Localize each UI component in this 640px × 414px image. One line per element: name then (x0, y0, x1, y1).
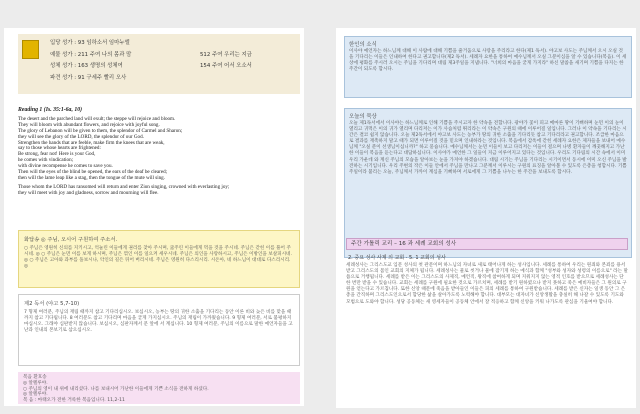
communion-hymn: 성체 성가 : 163 생명의 성체여 (50, 63, 123, 69)
acclamation-line-2: ○ 주님의 영이 내 위에 내리셨다. 나를 보내시어 가난한 이들에게 기쁜 소식을 전하게 하셨다. (23, 386, 209, 392)
catechism-header: 주간 가톨릭 교리 – 16 과 세례 교회의 성사 (346, 238, 628, 250)
catechism-text: 세례성사는 그리스도교 입문 성사의 첫 관문이며 하느님의 자녀로 새로 태어나게 하는 성사입니다. 세례를 통하여 우리는 원죄와 본죄를 용서받고 그리스도의 몸인 교회의 지체가 됩니다. 세례성사는 물로 씻거나 물에 잠기게 하는 예식과 함께 "성부와 성자와 성령의 이름으로" 라는 말씀으로 거행됩니다. 세례를 받은 이는 그리스도의 사제직, 예언직, 왕직에 참여하게 되며 지워지지 않는 영적 인호를 받으므로 세례성사는 단 한 번만 받을 수 있습니다. 교회는 세례를 구원에 필요한 것으로 가르치며, 세례를 받기 원하였으나 받지 못하고 죽은 예비자들은 그 원의로 구원을 얻는다고 가르칩니다. 또한 신앙 때문에 죽음을 받아들인 이들은 피의 세례를 통하여 구원받습니다. 세례를 받은 신자는 일생 동안 그 은총을 간직하며 그리스도인으로서 합당한 삶을 살아가도록 노력해야 합니다. 대부모는 대자녀가 신앙생활을 충실히 해 나갈 수 있도록 기도와 모범으로 도와야 합니다. 성당 공동체는 새 영세자들이 공동체 안에서 잘 적응하고 함께 신앙을 키워 나가도록 관심을 기울여야 합니다. (346, 263, 628, 305)
entrance-hymn: 입당 성가 : 93 임하소서 임마누엘 (50, 40, 130, 46)
reading-line: Be strong, fear not! Here is your God, (18, 151, 96, 158)
news-title: 한인의 소식 (349, 42, 377, 48)
recessional-hymn: 파견 성가 : 91 구세주 빨리 오사 (50, 74, 127, 81)
reading-line: with divine recompense he comes to save you. (18, 163, 113, 170)
offertory-hymn-alt: 512 주여 우리는 지금 (200, 51, 252, 58)
meditation-title: 오늘의 묵상 (349, 114, 377, 120)
reading-line: The desert and the parched land will exult; the steppe will rejoice and bloom. (18, 115, 176, 122)
reading-line: say to those whose hearts are frightened: (18, 145, 101, 152)
news-text: 이사야 예언자는 하느님께 대해 이 사람에 대해 기쁨을 줄거움으로 사랑을 주리라고 한다(제1 독서). 야고보 사도는 주님께서 오시 오실 것을 기다리는 이들은 인내하여 한다고 권고합니다(제2 독서). 세례자 요한을 통하여 예수님께서 오실 그분이심을 알 수 있습니다(복음). 이 세상에 평화를 주시러 오시는 주님을 기다리며 대림 제3주일을 지냅니다. "너희의 마음을 굳게 가지라" 하신 말씀을 새기며 기쁨을 다지는 한 주간이 되도록 합시다. (349, 49, 627, 73)
hymn-book-icon (22, 40, 39, 59)
news-box (344, 36, 632, 98)
acclamation-line-1: ◎ 알렐루야. (23, 380, 48, 386)
reading-paragraph-2 (18, 185, 300, 197)
catechism-subtitle: 2. 중요 성사 사제 의 교회 · 5. 1 교회의 성사 (348, 255, 446, 261)
first-reading (18, 108, 300, 200)
reading-line: they will meet with joy and gladness, sorrow and mourning will flee. (18, 189, 159, 196)
hymn-box (18, 34, 300, 94)
right-page (336, 28, 636, 408)
psalm-text: ○ 주님은 영원히 신의를 지키시고, 억눌린 이들에게 권리를 찾아 주시며, 굶주린 이들에게 먹을 것을 주시네. 주님은 갇힌 이를 풀어 주시네. ◎ ○ 주님은 눈먼 이를 보게 하시며, 주님은 꺾인 이를 일으켜 세우시네. 주님은 의인을 사랑하시고, 주님은 이방인을 보살피시네. ◎ ○ 주님은 고아와 과부를 돌보시나, 악인의 길은 뒤어 버리시네. 주님은 영원히 다스리시리. 시온아, 네 하느님이 대대로 다스리시리. ◎ (24, 246, 292, 270)
left-page (4, 28, 304, 406)
acclamation-line-4: 복 음 : 마태오가 전한 거룩한 복음입니다. 11,2-11 (23, 398, 125, 404)
reading-line: Those whom the LORD has ransomed will return and enter Zion singing, crowned with everlasting joy; (18, 183, 230, 190)
reading-title: Reading 1 (Is. 35:1-6a, 10) (18, 107, 83, 113)
acclamation-line-3: ◎ 알렐루야. (23, 392, 48, 398)
reading-line: he comes with vindication; (18, 157, 74, 164)
second-reading-text: 7 형제 여러분, 주님의 재림 때까지 참고 기다리십시오. 보십시오, 농부는 땅의 귀한 소출을 기다리는 동안 이른 비와 늦은 비를 맞을 때까지 참고 기다립니다. 8 여러분도 참고 기다리며 마음을 굳게 가지십시오. 주님의 재림이 가까웠습니다. 9 형제 여러분, 서로 불평하지 마십시오. 그래야 심판받지 않습니다. 보십시오, 심판자께서 문 앞에 서 계십니다. 10 형제 여러분, 주님의 이름으로 말한 예언자들을 고난과 인내의 본보기로 삼으십시오. (24, 310, 293, 334)
meditation-text: 오늘 제1독서에서 이사야는 하느님께로 인해 기쁨을 주시고자 한 약속을 전합니다. 광야가 꽃이 피고 메마른 땅이 기뻐하며 눈먼 이의 눈이 열리고 귀먹은 이의 귀가 열리며 다리저는 이가 사슴처럼 뛰리라는 이 약속은 구원의 때에 이루어질 일입니다. 그러나 이 약속을 기다리는 시간은 결코 쉽지 않습니다. 오늘 제2독서에서 야고보 사도는 농부가 땅의 귀한 소출을 기다리듯 참고 기다리라고 권고합니다. 조급한 마음으로 결과를 재촉하지 말고 때가 되면 이루어질 것을 믿으며 인내하라는 것입니다. 복음에서 감옥에 갇힌 세례자 요한은 제자들을 보내어 예수님께 "오실 분이 선생님이십니까?" 하고 묻습니다. 예수님께서는 눈먼 이들이 보고 다리저는 이들이 걸으며 나병 환자들이 깨끗해지고 가난한 이들이 복음을 듣는다고 대답하십니다. 이사야가 예언한 그 일들이 지금 이루어지고 있다는 것입니다. 우리도 기다림의 시간 속에서 이미 우리 가운데 와 계신 주님의 모습을 알아보는 눈을 가져야 하겠습니다. 대림 시기는 주님을 기다리는 시기이면서 동시에 이미 오신 주님을 발견하는 시기입니다. 우리 주변의 작은 이들 안에서 주님을 만나고 그분께서 이루시는 구원의 표징을 알아볼 수 있도록 은총을 청합시다. 기쁨 주일이라 불리는 오늘, 주님께서 가까이 계심을 기뻐하며 서로에게 그 기쁨을 나누는 한 주간을 보내도록 합시다. (349, 121, 627, 175)
second-reading-box (18, 294, 300, 366)
reading-line: Then will the eyes of the blind be opened, the ears of the deaf be cleared; (18, 169, 168, 176)
responsorial-psalm-box (18, 230, 300, 288)
gospel-acclamation-box (18, 372, 300, 404)
reading-line: then will the lame leap like a stag, then the tongue of the mute will sing. (18, 174, 165, 181)
reading-line: They will bloom with abundant flowers, and rejoice with joyful song. (18, 121, 160, 128)
offertory-hymn: 예물 성가 : 211 주여 나의 몸과 맘 (50, 51, 132, 58)
psalm-title: 화답송 ◎ 주님, 오시어 구원하여 주소서. (24, 237, 118, 243)
meditation-box (344, 108, 632, 258)
acclamation-title: 복음 환호송 (23, 375, 47, 380)
reading-paragraph-1 (18, 117, 300, 182)
reading-line: Strengthen the hands that are feeble, make firm the knees that are weak, (18, 139, 165, 146)
second-reading-title: 제2 독서 (야고 5,7-10) (24, 301, 80, 307)
communion-hymn-alt: 154 주여 어서 오소서 (200, 63, 252, 69)
reading-line: they will see the glory of the LORD, the splendor of our God. (18, 133, 144, 140)
catechism-body (346, 252, 628, 306)
reading-line: The glory of Lebanon will be given to them, the splendor of Carmel and Sharon; (18, 127, 183, 134)
